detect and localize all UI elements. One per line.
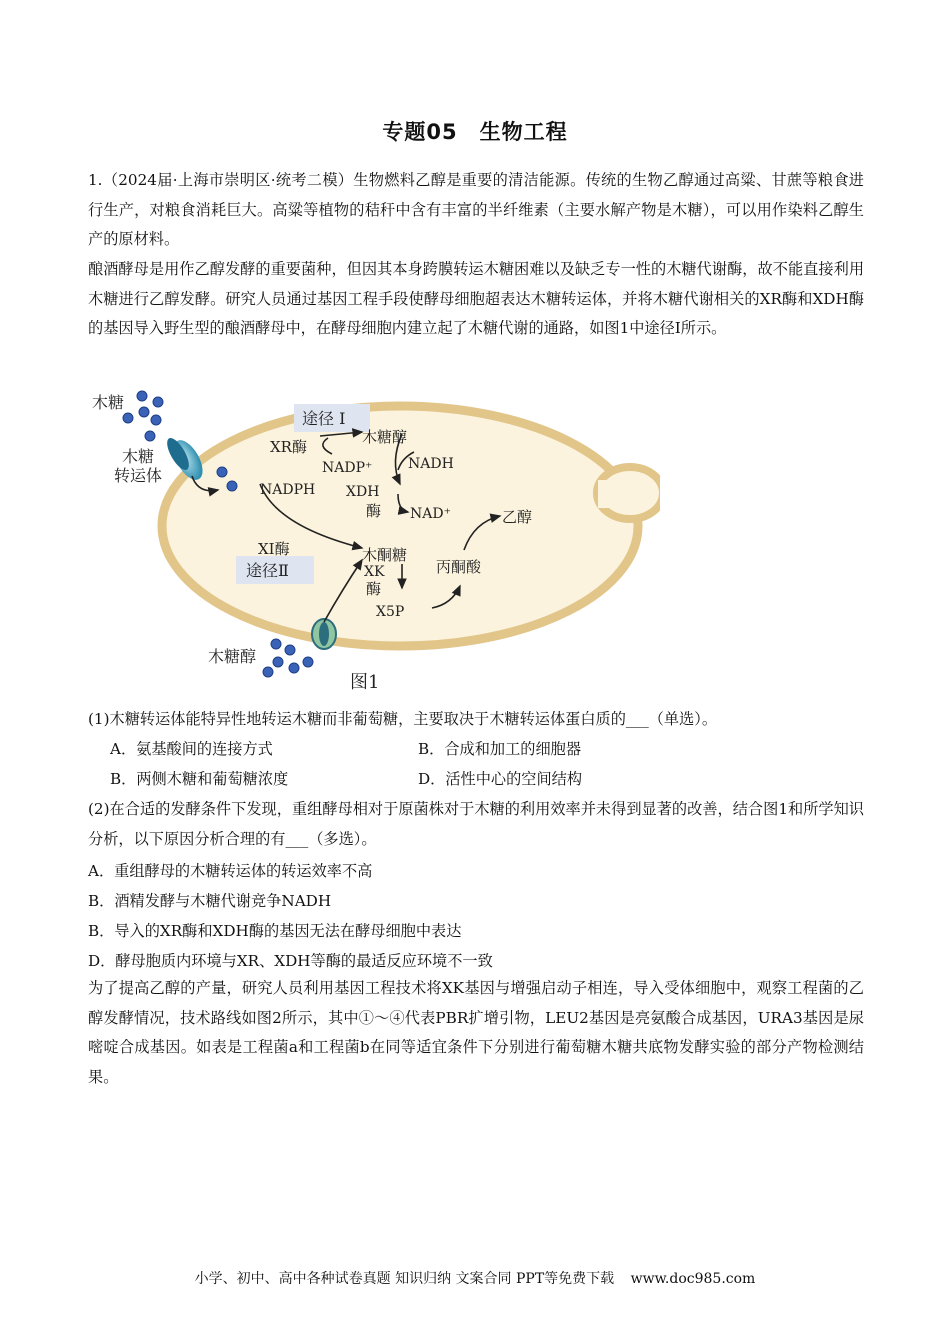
q2-option-1: A．重组酵母的木糖转运体的转运效率不高	[88, 862, 373, 880]
q1-option-2: B．合成和加工的细胞器	[418, 740, 582, 758]
xylitol-transporter-icon	[312, 619, 336, 649]
figure-1-yeast-pathway	[80, 376, 660, 694]
xylulose-label: 木酮糖	[362, 546, 408, 564]
xr-enzyme-label: XR酶	[270, 438, 307, 456]
nadph-label: NADPH	[260, 482, 316, 498]
pathway-1-label: 途径 I	[302, 409, 346, 428]
xk-label: XK	[364, 564, 385, 580]
footer-text: 小学、初中、高中各种试卷真题 知识归纳 文案合同 PPT等免费下载	[194, 1271, 615, 1287]
transporter-label-line1: 木糖	[122, 447, 155, 466]
nad-label: NAD⁺	[410, 506, 451, 522]
question-1-stem: (1)木糖转运体能特异性地转运木糖而非葡萄糖，主要取决于木糖转运体蛋白质的___（单选）。	[88, 710, 718, 728]
q2-option-2: B．酒精发酵与木糖代谢竞争NADH	[88, 892, 332, 910]
nadh-label: NADH	[408, 456, 454, 472]
footer-url[interactable]: www.doc985.com	[630, 1271, 756, 1287]
xi-enzyme-label: XI酶	[258, 540, 290, 558]
xdh-label: XDH	[346, 484, 380, 500]
ethanol-label: 乙醇	[502, 508, 533, 526]
question-2-stem: (2)在合适的发酵条件下发现，重组酵母相对于原菌株对于木糖的利用效率并未得到显著的改善，结合图1和所学知识分析，以下原因分析合理的有___（多选）。	[88, 800, 864, 848]
figure-caption: 图1	[350, 672, 380, 693]
page-title: 专题05 生物工程	[382, 120, 568, 144]
q1-option-4: D．活性中心的空间结构	[418, 770, 583, 788]
q1-option-3: B．两侧木糖和葡萄糖浓度	[110, 770, 289, 788]
q1-option-1: A．氨基酸间的连接方式	[110, 740, 273, 758]
xdh-enzyme-label: 酶	[366, 502, 382, 520]
xylitol-molecules-icon	[263, 639, 313, 677]
xylose-label: 木糖	[92, 393, 125, 412]
q2-option-4: D．酵母胞质内环境与XR、XDH等酶的最适反应环境不一致	[88, 952, 493, 970]
pathway-2-label: 途径Ⅱ	[246, 561, 289, 580]
nadp-label: NADP⁺	[322, 460, 373, 476]
q2-option-3: B．导入的XR酶和XDH酶的基因无法在酵母细胞中表达	[88, 922, 462, 940]
xylitol-label: 木糖醇	[362, 428, 408, 446]
intro-paragraph-1: 1.（2024届·上海市崇明区·统考二模）生物燃料乙醇是重要的清洁能源。传统的生物乙醇通过高粱、甘蔗等粮食进行生产，对粮食消耗巨大。高粱等植物的秸秆中含有丰富的半纤维素（主要水解产物是木糖），可以用作染料乙醇生产的原材料。	[88, 171, 864, 249]
outro-paragraph: 为了提高乙醇的产量，研究人员利用基因工程技术将XK基因与增强启动子相连，导入受体细胞中，观察工程菌的乙醇发酵情况，技术路线如图2所示，其中①～④代表PBR扩增引物，LEU2基因是亮氨酸合成基因，URA3基因是尿嘧啶合成基因。如表是工程菌a和工程菌b在同等适宜条件下分别进行葡萄糖木糖共底物发酵实验的部分产物检测结果。	[88, 979, 864, 1086]
xylitol-outside-label: 木糖醇	[208, 647, 257, 666]
x5p-label: X5P	[376, 604, 405, 620]
intro-paragraph-2: 酿酒酵母是用作乙醇发酵的重要菌种，但因其本身跨膜转运木糖困难以及缺乏专一性的木糖代谢酶，故不能直接利用木糖进行乙醇发酵。研究人员通过基因工程手段使酵母细胞超表达木糖转运体，并将木糖代谢相关的XR酶和XDH酶的基因导入野生型的酿酒酵母中，在酵母细胞内建立起了木糖代谢的通路，如图1中途径I所示。	[88, 260, 864, 338]
transporter-label-line2: 转运体	[114, 466, 163, 485]
footer	[0, 1268, 950, 1288]
xk-enzyme-label: 酶	[366, 580, 382, 598]
pyruvate-label: 丙酮酸	[436, 558, 482, 576]
